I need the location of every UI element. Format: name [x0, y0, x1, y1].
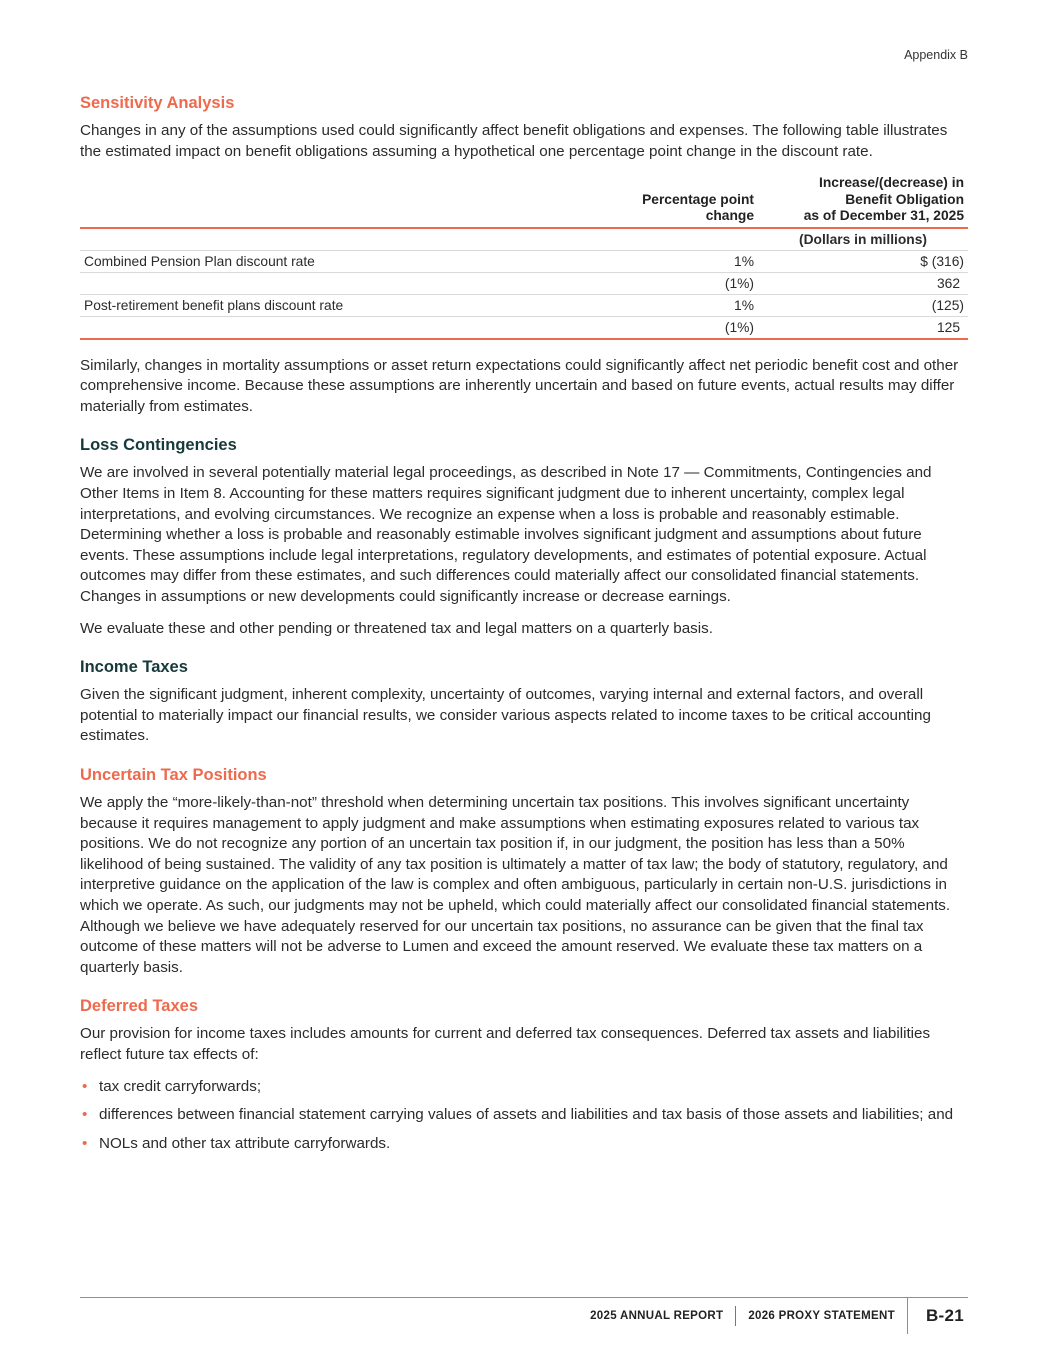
- sensitivity-intro: Changes in any of the assumptions used could significantly affect benefit obligations and expenses. The following table illustrates the estimated impact on benefit obligations assuming a hypothetical one percentage point change in the discount rate.: [80, 122, 948, 160]
- income-heading: Income Taxes: [80, 658, 188, 677]
- list-item: • NOLs and other tax attribute carryforwards.: [80, 1134, 968, 1155]
- footer-annual-report: 2025 ANNUAL REPORT: [590, 1310, 724, 1322]
- deferred-list: [80, 1077, 968, 1155]
- col-header-obligation: Increase/(decrease) in Benefit Obligation as of December 31, 2025: [758, 175, 968, 228]
- sensitivity-heading: Sensitivity Analysis: [80, 94, 235, 112]
- income-paragraph: Given the significant judgment, inherent complexity, uncertainty of outcomes, varying internal and external factors, and overall potential to materially impact our financial results, we consider various aspects related to income taxes to be critical accounting estimates.: [80, 686, 931, 745]
- sensitivity-after: Similarly, changes in mortality assumptions or asset return expectations could significantly affect net periodic benefit cost and other comprehensive income. Because these assumptions are inherently uncertain and based on future events, actual results may differ materially from estimates.: [80, 356, 959, 415]
- table-row: Post-retirement benefit plans discount rate 1% (125): [80, 294, 968, 316]
- table-row: (1%) 362: [80, 272, 968, 294]
- page-number-divider: [907, 1298, 908, 1334]
- table-row: Combined Pension Plan discount rate 1% $ (316): [80, 250, 968, 272]
- page-footer: [80, 1297, 968, 1325]
- loss-heading: Loss Contingencies: [80, 436, 237, 455]
- units-label: (Dollars in millions): [758, 228, 968, 251]
- appendix-label: Appendix B: [904, 48, 968, 62]
- page-number: B-21: [925, 1306, 964, 1325]
- uncertain-heading: Uncertain Tax Positions: [80, 766, 267, 784]
- loss-paragraph-1: We are involved in several potentially material legal proceedings, as described in Note 17 — Commitments, Contingencies and Other Items in Item 8. Accounting for these matters requires significant judgment due to inherent uncertainty, complex legal interpretations, and evolving circumstances. We recognize an expense when a loss is probable and reasonably estimable. Determining whether a loss is probable and reasonably estimable involves significant judgment and assumptions about future events. These assumptions include legal interpretations, regulatory developments, and estimates of potential exposure. Actual outcomes may differ from these estimates, and such differences could materially affect our consolidated financial statements. Changes in assumptions or new developments could significantly increase or decrease earnings.: [80, 464, 932, 606]
- list-item: • tax credit carryforwards;: [80, 1077, 968, 1098]
- loss-paragraph-2: We evaluate these and other pending or threatened tax and legal matters on a quarterly basis.: [80, 619, 713, 637]
- deferred-heading: Deferred Taxes: [80, 997, 199, 1016]
- bullet-icon: •: [82, 1134, 88, 1152]
- bullet-icon: •: [82, 1077, 88, 1095]
- page-content: [80, 93, 968, 1162]
- col-header-change: Percentage point change: [554, 175, 758, 228]
- bullet-icon: •: [82, 1106, 88, 1124]
- list-item: • differences between financial statement carrying values of assets and liabilities and tax basis of those assets and liabilities; and: [80, 1105, 968, 1126]
- uncertain-paragraph: We apply the “more-likely-than-not” threshold when determining uncertain tax positions. This involves significant uncertainty because it requires management to apply judgment and make assumptions when estimating exposures related to various tax positions. We do not recognize any portion of an uncertain tax position if, in our judgment, the position has less than a 50% likelihood of being sustained. The validity of any tax position is ultimately a matter of tax law; the body of statutory, regulatory, and interpretive guidance on the application of the law is complex and often ambiguous, particularly in certain non-U.S. jurisdictions in which we operate. As such, our judgments may not be upheld, which could materially affect our consolidated financial statements. Although we believe we have adequately reserved for our uncertain tax positions, no assurance can be given that the final tax outcome of these matters will not be adverse to Lumen and exceed the amount reserved. We evaluate these tax matters on a quarterly basis.: [80, 794, 951, 976]
- sensitivity-table: [80, 175, 968, 340]
- footer-divider: [735, 1306, 736, 1326]
- deferred-paragraph: Our provision for income taxes includes amounts for current and deferred tax consequences. Deferred tax assets and liabilities reflect future tax effects of:: [80, 1025, 931, 1063]
- footer-proxy-statement: 2026 PROXY STATEMENT: [748, 1310, 895, 1322]
- table-row: (1%) 125: [80, 316, 968, 339]
